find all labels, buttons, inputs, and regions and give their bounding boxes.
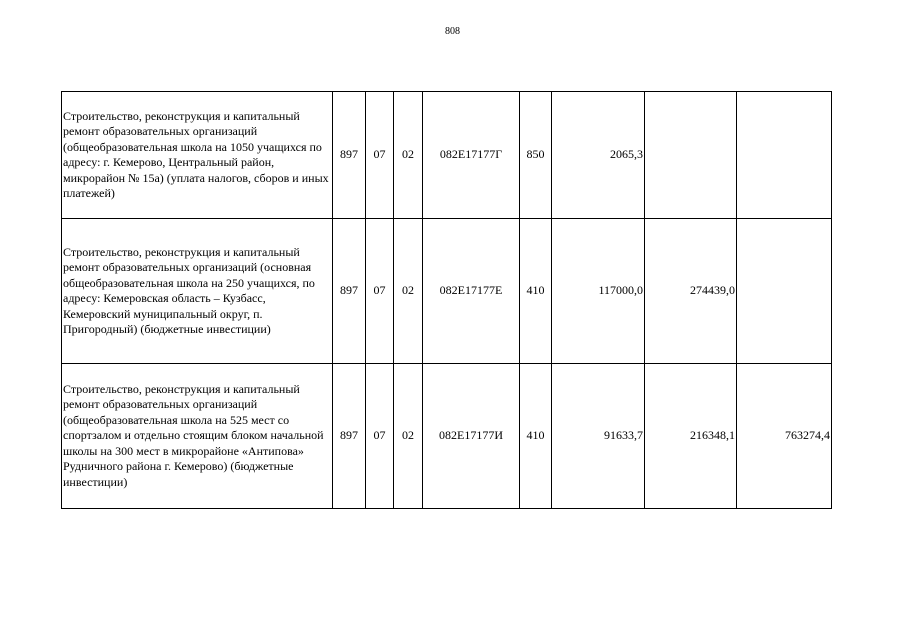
- target-article-code: 082Е17177Е: [423, 219, 520, 364]
- expense-type-code: 850: [520, 92, 552, 219]
- target-article-code: 082Е17177Г: [423, 92, 520, 219]
- section-code: 07: [366, 92, 394, 219]
- subsection-code: 02: [394, 92, 423, 219]
- amount-year-3: [737, 219, 832, 364]
- table-row: [62, 364, 832, 509]
- page-number: 808: [445, 26, 460, 37]
- amount-year-1: 117000,0: [552, 219, 645, 364]
- row-description: Строительство, реконструкция и капитальный ремонт образовательных организаций (основная общеобразовательная школа на 250 учащихся, по адресу: Кемеровская область – Кузбасс, Кемеровский муниципальный округ, п. Пригородный) (бюджетные инвестиции): [62, 219, 333, 364]
- amount-year-2: [645, 92, 737, 219]
- budget-table: [61, 91, 832, 509]
- target-article-code: 082Е17177И: [423, 364, 520, 509]
- amount-year-3: [737, 92, 832, 219]
- table-row: [62, 219, 832, 364]
- amount-year-1: 91633,7: [552, 364, 645, 509]
- section-code: 07: [366, 364, 394, 509]
- table-row: [62, 92, 832, 219]
- expense-type-code: 410: [520, 364, 552, 509]
- section-code: 07: [366, 219, 394, 364]
- amount-year-1: 2065,3: [552, 92, 645, 219]
- expense-type-code: 410: [520, 219, 552, 364]
- amount-year-2: 274439,0: [645, 219, 737, 364]
- row-description: Строительство, реконструкция и капитальный ремонт образовательных организаций (общеобразовательная школа на 1050 учащихся по адресу: г. Кемерово, Центральный район, микрорайон № 15а) (уплата налогов, сборов и иных платежей): [62, 92, 333, 219]
- row-description: Строительство, реконструкция и капитальный ремонт образовательных организаций (общеобразовательная школа на 525 мест со спортзалом и отдельно стоящим блоком начальной школы на 300 мест в микрорайоне «Антипова» Рудничного района г. Кемерово) (бюджетные инвестиции): [62, 364, 333, 509]
- ministry-code: 897: [333, 364, 366, 509]
- subsection-code: 02: [394, 364, 423, 509]
- subsection-code: 02: [394, 219, 423, 364]
- ministry-code: 897: [333, 92, 366, 219]
- amount-year-3: 763274,4: [737, 364, 832, 509]
- ministry-code: 897: [333, 219, 366, 364]
- amount-year-2: 216348,1: [645, 364, 737, 509]
